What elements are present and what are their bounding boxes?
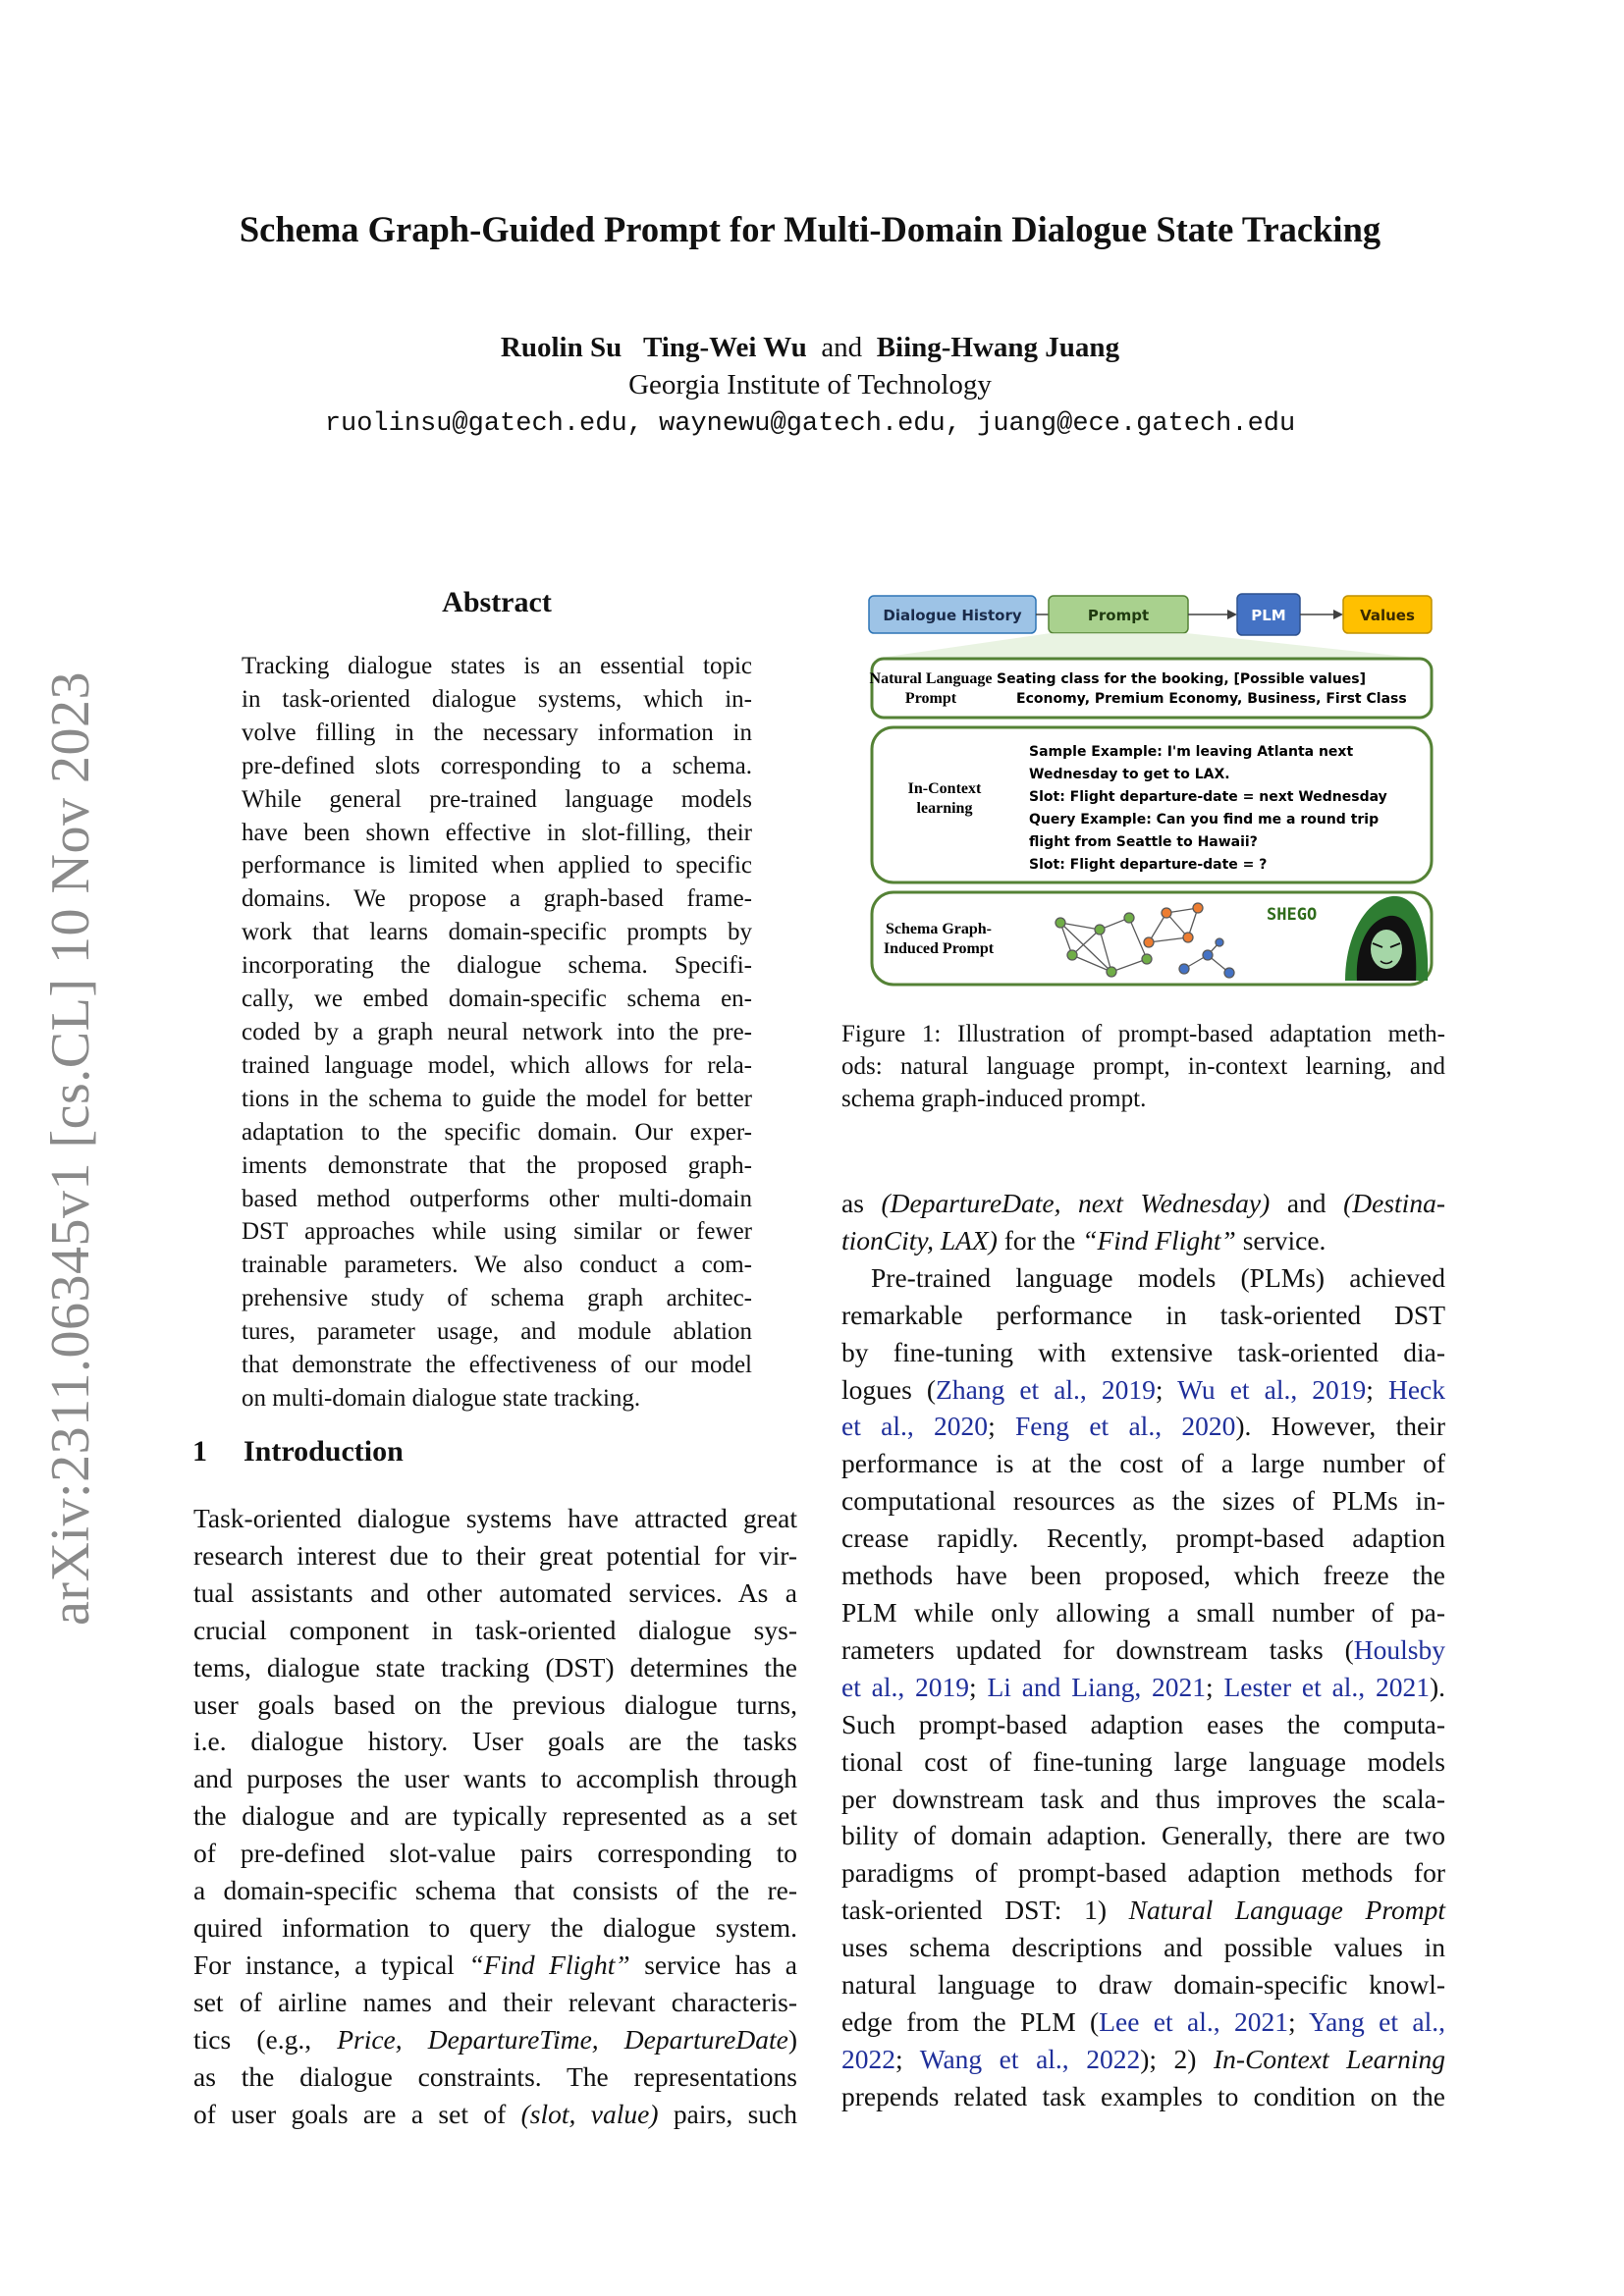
abstract-line: on multi-domain dialogue state tracking. [242,1384,641,1412]
citation-link[interactable]: Lester et al., 2021 [1223,1671,1430,1702]
abstract-line: Tracking dialogue states is an essential topic [242,653,752,679]
section-title: Introduction [244,1435,404,1468]
body-line: Such prompt-based adaption eases the computa- [841,1708,1445,1739]
abstract-line: prehensive study of schema graph architec- [242,1285,752,1312]
schema-graph-label: Schema Graph- [886,921,992,937]
icl-example-line: Slot: Flight departure-date = ? [1029,857,1268,873]
abstract-line: incorporating the dialogue schema. Specifi- [242,952,752,980]
nl-prompt-panel [869,659,1432,718]
section-number: 1 [192,1435,207,1468]
abstract-line: based method outperforms other multi-domain [242,1185,752,1212]
body-line: paradigms of prompt-based adaption methods for [841,1857,1445,1889]
body-line: bility of domain adaption. Generally, there are two [841,1820,1445,1851]
shego-brand-label: SHEGO [1267,905,1318,925]
body-line: as (DepartureDate, next Wednesday) and (Destina- [841,1188,1445,1218]
body-line: quired information to query the dialogue system. [193,1911,797,1943]
abstract-line: trained language model, which allows for rela- [242,1051,752,1079]
prompt-label: Prompt [1087,607,1150,624]
in-context-label: In-Context [907,780,982,797]
body-line: a domain-specific schema that consists of the re- [193,1875,797,1906]
arrowhead-icon [1227,610,1237,619]
icl-example-line: Query Example: Can you find me a round trip [1029,812,1380,828]
body-line: tional cost of fine-tuning large language models [841,1745,1445,1777]
abstract-line: trainable parameters. We also conduct a com- [242,1252,752,1279]
body-line: prepends related task examples to condition on the [841,2080,1445,2111]
nl-prompt-label: Natural Language [869,670,993,687]
body-line: PLM while only allowing a small number of pa- [841,1596,1445,1628]
abstract-line: performance is limited when applied to specific [242,852,752,880]
citation-link[interactable]: Li and Liang, 2021 [987,1671,1206,1702]
body-line: et al., 2019; Li and Liang, 2021; Lester et al., 2021). [841,1671,1446,1702]
body-line: tics (e.g., Price, DepartureTime, DepartureDate) [193,2023,797,2055]
abstract-line: volve filling in the necessary information in [242,719,752,746]
body-line: 2022; Wang et al., 2022); 2) In-Context Learning [841,2043,1445,2074]
italic-term: Natural Language Prompt [1128,1895,1445,1926]
abstract-line: pre-defined slots corresponding to a schema. [242,752,752,779]
abstract-line: domains. We propose a graph-based frame- [242,885,752,913]
abstract-line: cally, we embed domain-specific schema en- [242,986,752,1013]
icl-example-line: Sample Example: I'm leaving Atlanta next [1029,744,1354,760]
body-line: tionCity, LAX) for the “Find Flight” service. [841,1224,1326,1255]
abstract-line: adaptation to the specific domain. Our exper- [242,1118,752,1146]
italic-term: “Find Flight” [468,1949,630,1980]
citation-link[interactable]: Feng et al., 2020 [1015,1411,1236,1442]
body-line: tems, dialogue state tracking (DST) determines the [193,1651,797,1682]
schema-graph-label: Induced Prompt [883,940,995,957]
body-line: methods have been proposed, which freeze the [841,1560,1445,1591]
author-emails: ruolinsu@gatech.edu, waynewu@gatech.edu, juang@ece.gatech.edu [324,409,1296,439]
citation-link[interactable]: Wu et al., 2019 [1177,1373,1367,1405]
arrowhead-icon [1333,610,1343,619]
body-line: crucial component in task-oriented dialogue sys- [193,1614,797,1645]
italic-term: Price, DepartureTime, DepartureDate [337,2023,788,2055]
icl-example-line: Wednesday to get to LAX. [1029,767,1230,782]
body-line: of pre-defined slot-value pairs corresponding to [193,1838,797,1869]
body-line: uses schema descriptions and possible values in [841,1932,1445,1963]
figure-1-diagram [854,584,1443,996]
body-line: by fine-tuning with extensive task-oriented dia- [841,1336,1445,1367]
caption-line: ods: natural language prompt, in-context learning, and [841,1053,1445,1080]
in-context-label: learning [916,800,973,817]
values-label: Values [1360,607,1415,624]
body-line: crease rapidly. Recently, prompt-based adaption [841,1522,1445,1554]
citation-link[interactable]: Lee et al., 2021 [1099,2005,1288,2037]
abstract-body [242,650,752,1415]
arxiv-side-stamp [40,671,101,1626]
body-line: task-oriented DST: 1) Natural Language Prompt [841,1895,1445,1926]
abstract-line: coded by a graph neural network into the pre- [242,1018,752,1045]
prompt-callout-wedge [874,633,1424,659]
intro-left-column [193,1500,797,2132]
arxiv-identifier: arXiv:2311.06345v1 [cs.CL] 10 Nov 2023 [40,671,101,1626]
citation-link[interactable]: et al., 2020 [841,1411,989,1442]
citation-link[interactable]: Heck [1387,1373,1445,1405]
author-name: Ruolin Su [500,332,623,363]
abstract-line: DST approaches while using similar or fewer [242,1218,752,1246]
figure-caption [841,1018,1445,1115]
body-line: edge from the PLM (Lee et al., 2021; Yang et al., [841,2005,1445,2037]
citation-link[interactable]: 2022 [841,2043,895,2074]
citation-link[interactable]: Houlsby [1353,1633,1445,1665]
italic-term: (slot, value) [520,2098,659,2129]
body-line: For instance, a typical “Find Flight” service has a [193,1949,798,1980]
author-conjunction: and [821,332,863,363]
body-line: rameters updated for downstream tasks (Houlsby [841,1633,1445,1665]
caption-line: Figure 1: Illustration of prompt-based adaptation meth- [841,1021,1445,1047]
abstract-line: in task-oriented dialogue systems, which in- [242,685,752,713]
icl-example-line: flight from Seattle to Hawaii? [1029,834,1258,850]
nl-prompt-label: Prompt [904,690,957,707]
abstract-heading: Abstract [442,586,552,618]
body-line: Task-oriented dialogue systems have attracted great [193,1503,797,1533]
author-name: Ting-Wei Wu [642,332,807,363]
body-line: set of airline names and their relevant characteris- [193,1986,797,2017]
abstract-line: have been shown effective in slot-filling, their [242,819,752,846]
author-list [147,332,1473,364]
body-line: of user goals are a set of (slot, value) pairs, such [193,2098,797,2129]
citation-link[interactable]: Zhang et al., 2019 [936,1373,1156,1405]
abstract-line: iments demonstrate that the proposed graph- [242,1151,752,1179]
body-line: remarkable performance in task-oriented DST [841,1299,1445,1330]
body-line: research interest due to their great potential for vir- [193,1539,797,1571]
body-line: performance is at the cost of a large number of [841,1448,1445,1479]
plm-label: PLM [1251,607,1286,624]
body-line: tual assistants and other automated services. As a [193,1576,797,1608]
dialogue-history-label: Dialogue History [883,607,1022,624]
author-name: Biing-Hwang Juang [876,332,1120,363]
figure-1 [854,584,1443,996]
abstract-line: that demonstrate the effectiveness of our model [242,1352,752,1379]
body-line: the dialogue and are typically represented as a set [193,1800,797,1832]
abstract-line: tures, parameter usage, and module ablation [242,1318,752,1346]
italic-term: In-Context Learning [1214,2043,1445,2074]
nl-prompt-text: Economy, Premium Economy, Business, First Class [1016,691,1407,707]
body-line: user goals based on the previous dialogue turns, [193,1688,797,1720]
abstract-line: While general pre-trained language models [242,785,752,813]
body-line: and purposes the user wants to accomplish through [193,1763,797,1794]
section-heading [192,1435,404,1468]
body-line: per downstream task and thus improves the scala- [841,1783,1445,1814]
intro-right-column [841,1185,1445,2115]
body-line: computational resources as the sizes of PLMs in- [841,1485,1445,1517]
citation-link[interactable]: et al., 2019 [841,1671,970,1702]
citation-link[interactable]: Yang et al., [1308,2005,1445,2037]
body-line: et al., 2020; Feng et al., 2020). However, their [841,1411,1445,1442]
body-line: Pre-trained language models (PLMs) achieved [871,1261,1445,1293]
nl-prompt-text: Seating class for the booking, [Possible values] [997,671,1367,687]
caption-line: schema graph-induced prompt. [841,1086,1147,1112]
body-line: as the dialogue constraints. The representations [193,2060,797,2092]
body-line: logues (Zhang et al., 2019; Wu et al., 2019; Heck [841,1373,1445,1405]
icl-example-line: Slot: Flight departure-date = next Wednesday [1029,789,1387,805]
abstract-line: tions in the schema to guide the model for better [242,1085,752,1112]
body-line: i.e. dialogue history. User goals are the tasks [193,1726,797,1757]
paper-title: Schema Graph-Guided Prompt for Multi-Domain Dialogue State Tracking [239,209,1381,249]
affiliation: Georgia Institute of Technology [628,369,992,400]
citation-link[interactable]: Wang et al., 2022 [919,2043,1141,2074]
abstract-line: work that learns domain-specific prompts by [242,919,752,946]
body-line: natural language to draw domain-specific knowl- [841,1969,1445,2001]
